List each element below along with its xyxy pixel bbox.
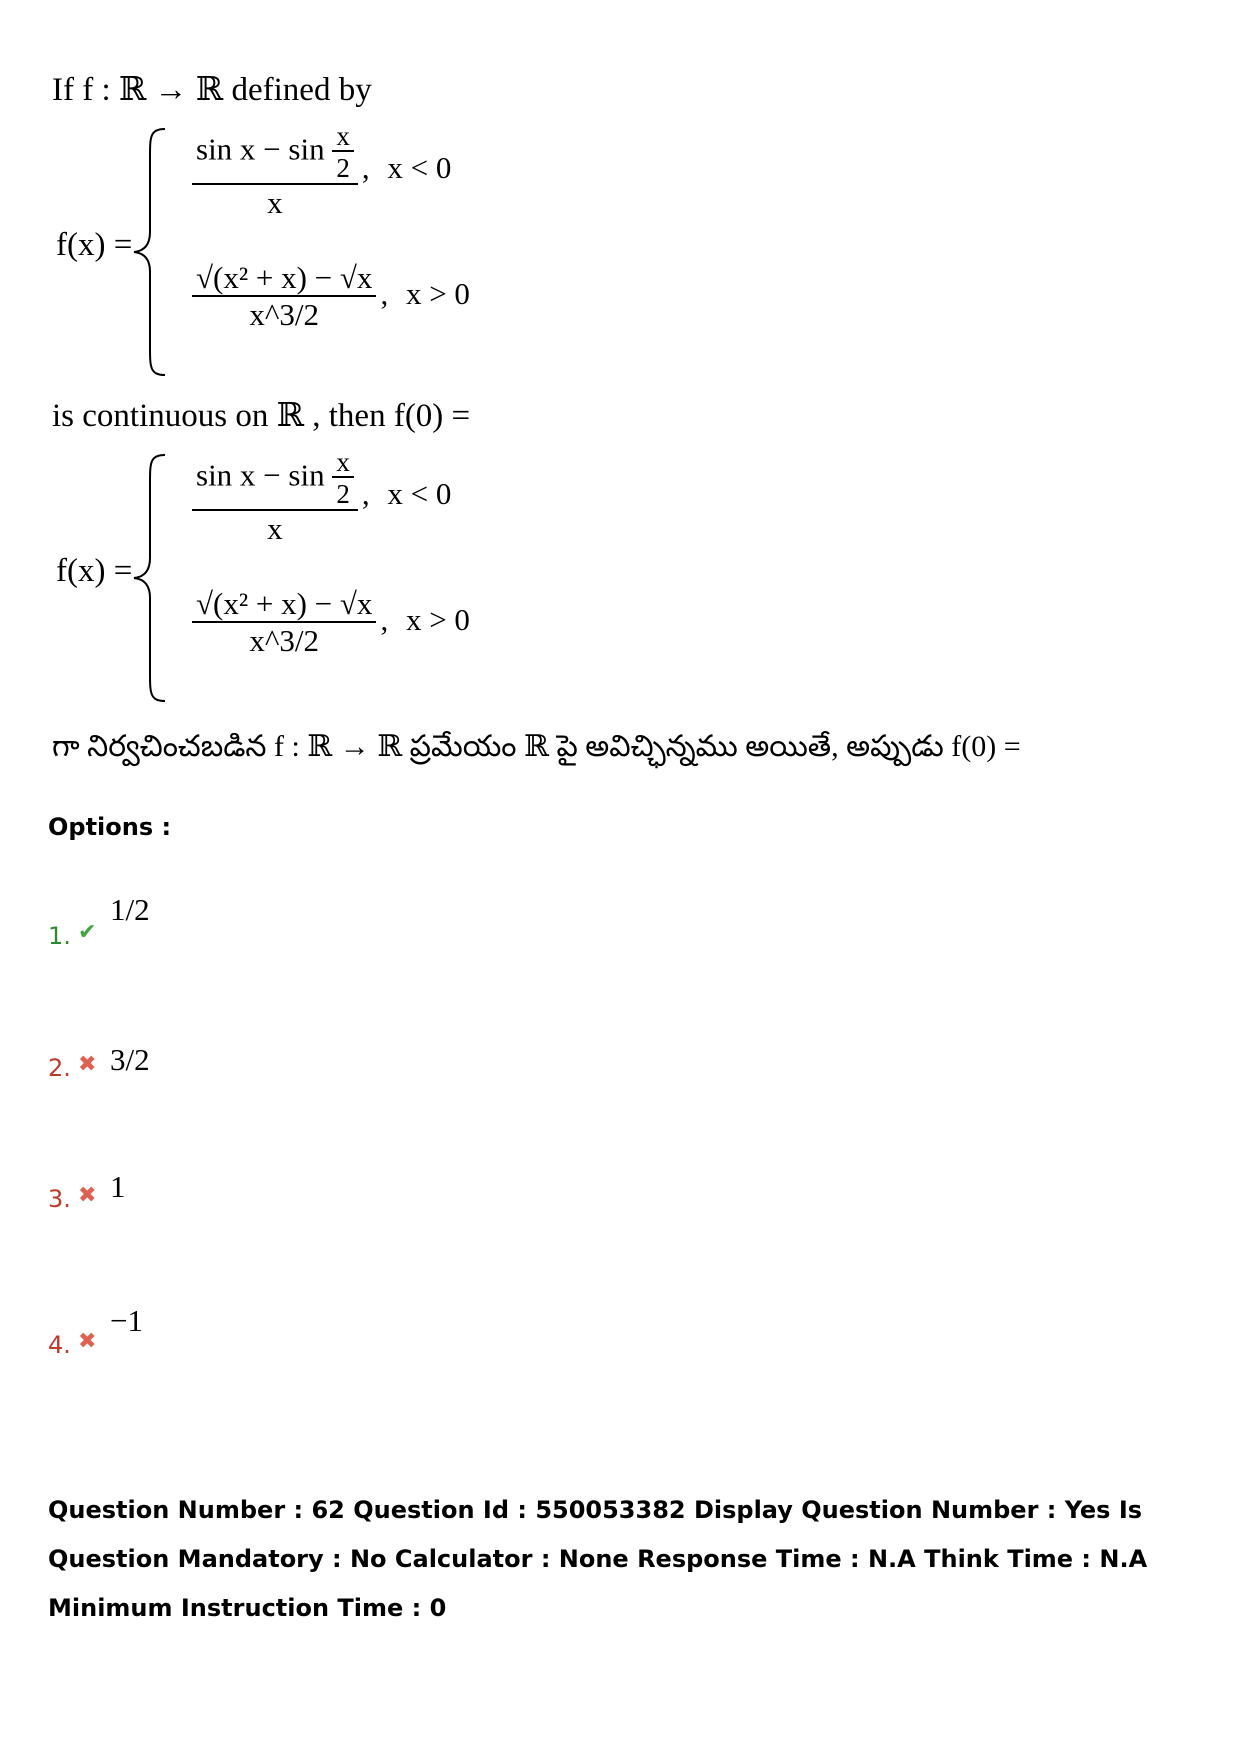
option-value: 3/2: [110, 1042, 150, 1077]
case-x-negative: sin x − sin $\frac{x}{2}$ x , x < 0: [192, 448, 451, 545]
option-value: −1: [110, 1303, 143, 1338]
piecewise-function-telugu: [52, 448, 1152, 708]
question-block: [52, 70, 1152, 768]
option-3[interactable]: [48, 1169, 126, 1213]
x-over-2: $\frac{x}{2}$: [332, 122, 354, 183]
option-value: 1/2: [110, 892, 150, 927]
option-2[interactable]: [48, 1042, 150, 1082]
function-lhs: f(x) =: [56, 553, 133, 589]
question-metadata: Question Number : 62 Question Id : 550053382 Display Question Number : Yes Is Question Mandatory : No Calculator : None Response Time : N.A Think Time : N.A Minimum Instruction Time : 0: [48, 1496, 1148, 1622]
option-number: 3.: [48, 1185, 71, 1213]
case2-numerator: √(x² + x) − √x: [192, 262, 376, 297]
option-value: 1: [110, 1169, 126, 1204]
case-x-positive: $\frac{\text{√(x² + x) − √x}}{x\^{}3/2}$ , x > 0: [192, 588, 470, 657]
left-brace-icon: [130, 453, 170, 703]
continuity-statement: is continuous on ℝ , then f(0) =: [52, 398, 471, 434]
function-lhs: f(x) =: [56, 227, 133, 263]
case1-numerator: sin x − sin $\frac{x}{2}$: [192, 122, 358, 185]
case2-fraction: [192, 588, 376, 657]
case-x-negative: sin x − sin $\frac{x}{2}$ x , x < 0: [192, 122, 451, 219]
cross-icon: ✖: [78, 1183, 97, 1208]
case2-denominator: x^3/2: [249, 622, 320, 658]
left-brace-icon: [130, 127, 170, 377]
case1-denominator: x: [267, 184, 283, 220]
case1-fraction: [192, 448, 358, 545]
case2-condition: x > 0: [405, 275, 470, 311]
case2-fraction: [192, 262, 376, 331]
case2-denominator: x^3/2: [249, 296, 320, 332]
option-number: 4.: [48, 1331, 71, 1359]
option-number: 2.: [48, 1054, 71, 1082]
x-over-2: $\frac{x}{2}$: [332, 448, 354, 509]
option-1[interactable]: [48, 892, 150, 950]
question-intro: If f : ℝ → ℝ defined by: [52, 72, 372, 108]
case2-condition: x > 0: [405, 601, 470, 637]
cross-icon: ✖: [78, 1329, 97, 1354]
case1-condition: x < 0: [387, 475, 452, 511]
options-label: Options :: [48, 813, 172, 841]
telugu-statement: గా నిర్వచించబడిన f : ℝ → ℝ ప్రమేయం ℝ పై అవిచ్ఛిన్నము అయితే, అప్పుడు f(0) =: [52, 730, 1021, 763]
case1-condition: x < 0: [387, 149, 452, 185]
option-4[interactable]: [48, 1303, 143, 1359]
case1-numerator: sin x − sin $\frac{x}{2}$: [192, 448, 358, 511]
case1-denominator: x: [267, 510, 283, 546]
case-x-positive: $\frac{\text{√(x² + x) − √x}}{x\^{}3/2}$ , x > 0: [192, 262, 470, 331]
case1-fraction: [192, 122, 358, 219]
checkmark-icon: ✔: [78, 920, 97, 945]
case2-numerator: √(x² + x) − √x: [192, 588, 376, 623]
option-number: 1.: [48, 922, 71, 950]
piecewise-function-english: [52, 122, 1152, 382]
cross-icon: ✖: [78, 1052, 97, 1077]
